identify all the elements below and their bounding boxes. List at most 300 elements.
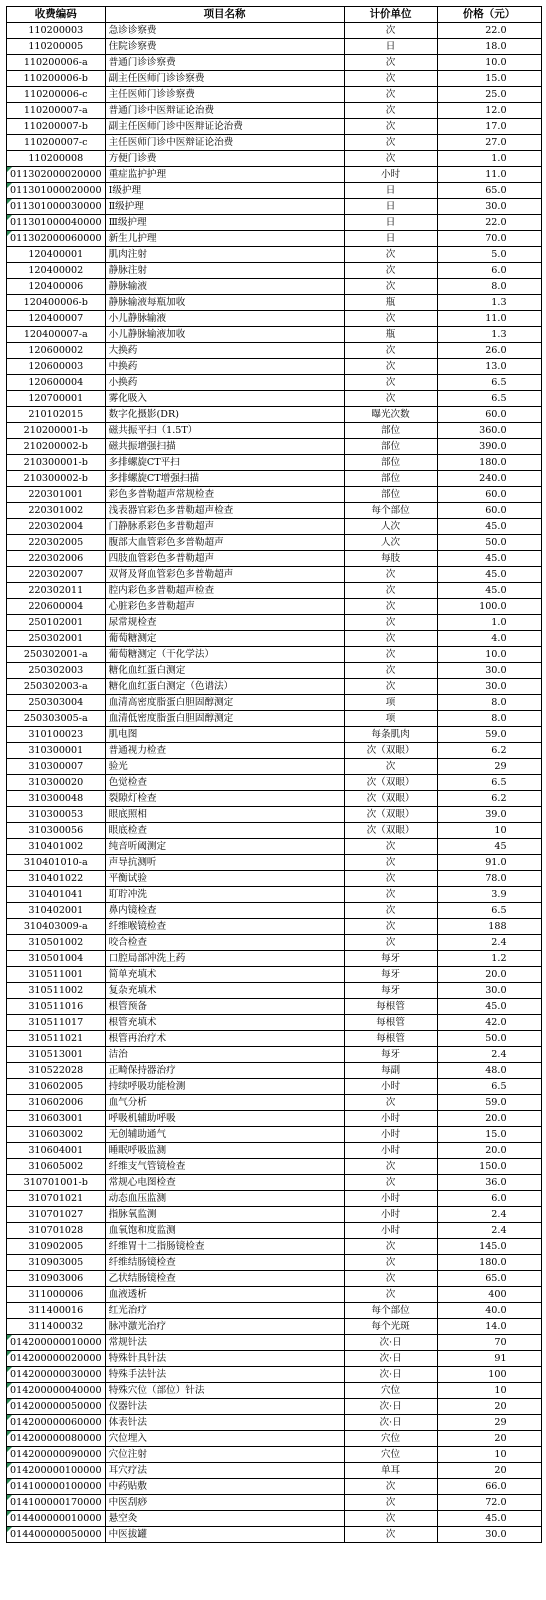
fee-code-cell: 014200000020000 — [7, 1351, 106, 1367]
item-name-cell: 复杂充填术 — [105, 983, 344, 999]
table-row — [7, 535, 542, 551]
table-row — [7, 455, 542, 471]
item-name-cell: 小换药 — [105, 375, 344, 391]
price-cell: 30.0 — [437, 663, 541, 679]
price-cell: 45.0 — [437, 551, 541, 567]
unit-cell: 小时 — [344, 1223, 437, 1239]
unit-cell: 小时 — [344, 1207, 437, 1223]
table-row — [7, 631, 542, 647]
item-name-cell: 磁共振平扫（1.5T） — [105, 423, 344, 439]
table-row — [7, 423, 542, 439]
fee-code-cell: 250302003 — [7, 663, 106, 679]
item-name-cell: 纤维胃十二指肠镜检查 — [105, 1239, 344, 1255]
fee-code-cell: 120400006 — [7, 279, 106, 295]
table-row — [7, 679, 542, 695]
fee-code-cell: 310300020 — [7, 775, 106, 791]
item-name-cell: 肌电图 — [105, 727, 344, 743]
item-name-cell: 中医刮痧 — [105, 1495, 344, 1511]
table-row — [7, 1495, 542, 1511]
price-cell: 180.0 — [437, 455, 541, 471]
unit-cell: 次 — [344, 871, 437, 887]
table-row — [7, 151, 542, 167]
item-name-cell: 正畸保持器治疗 — [105, 1063, 344, 1079]
unit-cell: 穴位 — [344, 1431, 437, 1447]
table-row — [7, 583, 542, 599]
fee-code-cell: 120400007-a — [7, 327, 106, 343]
item-name-cell: 指脉氧监测 — [105, 1207, 344, 1223]
fee-code-cell: 250102001 — [7, 615, 106, 631]
table-row — [7, 87, 542, 103]
table-row — [7, 1175, 542, 1191]
item-name-cell: 尿常规检查 — [105, 615, 344, 631]
unit-cell: 日 — [344, 231, 437, 247]
unit-cell: 次 — [344, 87, 437, 103]
price-cell: 180.0 — [437, 1255, 541, 1271]
table-row — [7, 855, 542, 871]
unit-cell: 小时 — [344, 1079, 437, 1095]
item-name-cell: 血清低密度脂蛋白胆固醇测定 — [105, 711, 344, 727]
price-cell: 11.0 — [437, 167, 541, 183]
fee-code-cell: 310522028 — [7, 1063, 106, 1079]
fee-code-cell: 310701027 — [7, 1207, 106, 1223]
price-cell: 60.0 — [437, 503, 541, 519]
item-name-cell: 普通视力检查 — [105, 743, 344, 759]
fee-code-cell: 310701021 — [7, 1191, 106, 1207]
table-row — [7, 183, 542, 199]
unit-cell: 穴位 — [344, 1447, 437, 1463]
fee-code-cell: 250302003-a — [7, 679, 106, 695]
unit-cell: 次（双眼） — [344, 807, 437, 823]
unit-cell: 次·日 — [344, 1415, 437, 1431]
price-cell: 66.0 — [437, 1479, 541, 1495]
price-cell: 50.0 — [437, 535, 541, 551]
unit-cell: 次 — [344, 263, 437, 279]
unit-cell: 次（双眼） — [344, 743, 437, 759]
price-cell: 27.0 — [437, 135, 541, 151]
fee-code-cell: 011302000020000 — [7, 167, 106, 183]
item-name-cell: 根管再治疗术 — [105, 1031, 344, 1047]
unit-cell: 项 — [344, 711, 437, 727]
price-cell: 400 — [437, 1287, 541, 1303]
unit-cell: 次 — [344, 1175, 437, 1191]
item-name-cell: 急诊诊察费 — [105, 23, 344, 39]
price-cell: 11.0 — [437, 311, 541, 327]
fee-code-cell: 210300002-b — [7, 471, 106, 487]
item-name-cell: 特殊针具针法 — [105, 1351, 344, 1367]
price-cell: 30.0 — [437, 199, 541, 215]
price-cell: 100.0 — [437, 599, 541, 615]
item-name-cell: 持续呼吸功能检测 — [105, 1079, 344, 1095]
item-name-cell: 肌肉注射 — [105, 247, 344, 263]
price-cell: 20.0 — [437, 1111, 541, 1127]
item-name-cell: 眼底照相 — [105, 807, 344, 823]
price-cell: 390.0 — [437, 439, 541, 455]
unit-cell: 次 — [344, 1255, 437, 1271]
item-name-cell: 仪器针法 — [105, 1399, 344, 1415]
unit-cell: 次 — [344, 599, 437, 615]
unit-cell: 瓶 — [344, 295, 437, 311]
table-row — [7, 999, 542, 1015]
table-row — [7, 775, 542, 791]
unit-cell: 次 — [344, 567, 437, 583]
item-name-cell: Ⅰ级护理 — [105, 183, 344, 199]
table-row — [7, 743, 542, 759]
price-cell: 100 — [437, 1367, 541, 1383]
item-name-cell: 动态血压监测 — [105, 1191, 344, 1207]
price-cell: 8.0 — [437, 711, 541, 727]
price-cell: 72.0 — [437, 1495, 541, 1511]
fee-code-cell: 014200000060000 — [7, 1415, 106, 1431]
unit-cell: 每牙 — [344, 1047, 437, 1063]
fee-code-cell: 110200007-c — [7, 135, 106, 151]
item-name-cell: Ⅱ级护理 — [105, 199, 344, 215]
item-name-cell: 磁共振增强扫描 — [105, 439, 344, 455]
fee-code-cell: 310501002 — [7, 935, 106, 951]
price-cell: 6.5 — [437, 903, 541, 919]
price-cell: 10 — [437, 1447, 541, 1463]
unit-cell: 次 — [344, 1511, 437, 1527]
table-row — [7, 519, 542, 535]
price-cell: 50.0 — [437, 1031, 541, 1047]
fee-code-cell: 220302006 — [7, 551, 106, 567]
price-cell: 22.0 — [437, 215, 541, 231]
unit-cell: 次·日 — [344, 1367, 437, 1383]
table-row — [7, 1223, 542, 1239]
fee-code-cell: 110200005 — [7, 39, 106, 55]
fee-code-cell: 310511002 — [7, 983, 106, 999]
item-name-cell: 血液透析 — [105, 1287, 344, 1303]
fee-code-cell: 210300001-b — [7, 455, 106, 471]
table-row — [7, 1335, 542, 1351]
fee-code-cell: 120400001 — [7, 247, 106, 263]
unit-cell: 次 — [344, 119, 437, 135]
unit-cell: 每个光斑 — [344, 1319, 437, 1335]
table-row — [7, 1463, 542, 1479]
table-row — [7, 503, 542, 519]
fee-code-cell: 220301002 — [7, 503, 106, 519]
item-name-cell: 常规针法 — [105, 1335, 344, 1351]
fee-code-cell: 220600004 — [7, 599, 106, 615]
table-row — [7, 1319, 542, 1335]
price-cell: 2.4 — [437, 1047, 541, 1063]
table-row — [7, 647, 542, 663]
item-name-cell: 根管充填术 — [105, 1015, 344, 1031]
unit-cell: 次 — [344, 1527, 437, 1543]
unit-cell: 每根管 — [344, 999, 437, 1015]
fee-code-cell: 220302007 — [7, 567, 106, 583]
table-row — [7, 247, 542, 263]
fee-code-cell: 014400000010000 — [7, 1511, 106, 1527]
header-name: 项目名称 — [105, 7, 344, 23]
fee-code-cell: 310402001 — [7, 903, 106, 919]
unit-cell: 每个部位 — [344, 1303, 437, 1319]
fee-code-cell: 011302000060000 — [7, 231, 106, 247]
unit-cell: 日 — [344, 183, 437, 199]
item-name-cell: 血气分析 — [105, 1095, 344, 1111]
unit-cell: 次 — [344, 631, 437, 647]
unit-cell: 次 — [344, 887, 437, 903]
price-cell: 2.4 — [437, 935, 541, 951]
fee-code-cell: 210102015 — [7, 407, 106, 423]
item-name-cell: 穴位埋入 — [105, 1431, 344, 1447]
fee-code-cell: 110200003 — [7, 23, 106, 39]
price-cell: 10.0 — [437, 55, 541, 71]
table-row — [7, 391, 542, 407]
table-row — [7, 1367, 542, 1383]
fee-code-cell: 310501004 — [7, 951, 106, 967]
price-cell: 26.0 — [437, 343, 541, 359]
price-cell: 91 — [437, 1351, 541, 1367]
item-name-cell: 主任医师门诊中医辩证论治费 — [105, 135, 344, 151]
item-name-cell: 静脉注射 — [105, 263, 344, 279]
table-row — [7, 711, 542, 727]
price-cell: 6.0 — [437, 263, 541, 279]
price-cell: 240.0 — [437, 471, 541, 487]
fee-code-cell: 310603001 — [7, 1111, 106, 1127]
unit-cell: 次·日 — [344, 1351, 437, 1367]
unit-cell: 次（双眼） — [344, 775, 437, 791]
price-cell: 20 — [437, 1431, 541, 1447]
price-cell: 10.0 — [437, 647, 541, 663]
price-cell: 25.0 — [437, 87, 541, 103]
unit-cell: 次 — [344, 311, 437, 327]
fee-code-cell: 110200006-a — [7, 55, 106, 71]
unit-cell: 次 — [344, 151, 437, 167]
price-cell: 150.0 — [437, 1159, 541, 1175]
fee-code-cell: 120600003 — [7, 359, 106, 375]
item-name-cell: 特殊手法针法 — [105, 1367, 344, 1383]
unit-cell: 次（双眼） — [344, 823, 437, 839]
table-row — [7, 487, 542, 503]
unit-cell: 人次 — [344, 519, 437, 535]
unit-cell: 次 — [344, 23, 437, 39]
fee-code-cell: 310100023 — [7, 727, 106, 743]
fee-code-cell: 310403009-a — [7, 919, 106, 935]
price-cell: 4.0 — [437, 631, 541, 647]
price-cell: 78.0 — [437, 871, 541, 887]
unit-cell: 次 — [344, 247, 437, 263]
fee-code-cell: 310701001-b — [7, 1175, 106, 1191]
price-cell: 20 — [437, 1399, 541, 1415]
table-row — [7, 135, 542, 151]
table-row — [7, 615, 542, 631]
table-row — [7, 1095, 542, 1111]
item-name-cell: 主任医师门诊诊察费 — [105, 87, 344, 103]
table-row — [7, 823, 542, 839]
item-name-cell: 小儿静脉输液 — [105, 311, 344, 327]
item-name-cell: 声导抗测听 — [105, 855, 344, 871]
price-cell: 1.2 — [437, 951, 541, 967]
price-cell: 8.0 — [437, 695, 541, 711]
fee-code-cell: 014400000050000 — [7, 1527, 106, 1543]
fee-code-cell: 310401002 — [7, 839, 106, 855]
item-name-cell: 纤维结肠镜检查 — [105, 1255, 344, 1271]
fee-code-cell: 110200007-b — [7, 119, 106, 135]
fee-code-cell: 250302001 — [7, 631, 106, 647]
price-cell: 6.5 — [437, 775, 541, 791]
table-row — [7, 1063, 542, 1079]
item-name-cell: 体表针法 — [105, 1415, 344, 1431]
unit-cell: 次 — [344, 1479, 437, 1495]
price-cell: 30.0 — [437, 679, 541, 695]
unit-cell: 小时 — [344, 167, 437, 183]
table-body — [7, 23, 542, 1543]
unit-cell: 每肢 — [344, 551, 437, 567]
unit-cell: 次 — [344, 103, 437, 119]
item-name-cell: 中医拔罐 — [105, 1527, 344, 1543]
table-row — [7, 871, 542, 887]
table-row — [7, 295, 542, 311]
item-name-cell: 副主任医师门诊诊察费 — [105, 71, 344, 87]
price-cell: 20.0 — [437, 967, 541, 983]
table-row — [7, 1255, 542, 1271]
unit-cell: 次 — [344, 919, 437, 935]
unit-cell: 次 — [344, 679, 437, 695]
table-row — [7, 1079, 542, 1095]
table-row — [7, 983, 542, 999]
item-name-cell: 糖化血红蛋白测定 — [105, 663, 344, 679]
price-cell: 18.0 — [437, 39, 541, 55]
unit-cell: 日 — [344, 199, 437, 215]
fee-code-cell: 210200001-b — [7, 423, 106, 439]
item-name-cell: 多排螺旋CT增强扫描 — [105, 471, 344, 487]
price-cell: 65.0 — [437, 1271, 541, 1287]
table-row — [7, 1303, 542, 1319]
table-row — [7, 1031, 542, 1047]
fee-code-cell: 120600002 — [7, 343, 106, 359]
table-row — [7, 1111, 542, 1127]
unit-cell: 次 — [344, 855, 437, 871]
table-row — [7, 1047, 542, 1063]
table-row — [7, 887, 542, 903]
unit-cell: 瓶 — [344, 327, 437, 343]
item-name-cell: 门静脉系彩色多普勒超声 — [105, 519, 344, 535]
item-name-cell: 洁治 — [105, 1047, 344, 1063]
table-row — [7, 919, 542, 935]
fee-code-cell: 011301000020000 — [7, 183, 106, 199]
price-cell: 6.2 — [437, 791, 541, 807]
item-name-cell: 普通门诊中医辩证论治费 — [105, 103, 344, 119]
fee-code-cell: 310401010-a — [7, 855, 106, 871]
price-cell: 20 — [437, 1463, 541, 1479]
item-name-cell: 心脏彩色多普勒超声 — [105, 599, 344, 615]
table-row — [7, 215, 542, 231]
table-row — [7, 199, 542, 215]
table-row — [7, 1191, 542, 1207]
fee-code-cell: 310300007 — [7, 759, 106, 775]
unit-cell: 次 — [344, 1159, 437, 1175]
item-name-cell: 色觉检查 — [105, 775, 344, 791]
price-cell: 70 — [437, 1335, 541, 1351]
price-cell: 15.0 — [437, 71, 541, 87]
unit-cell: 小时 — [344, 1143, 437, 1159]
price-cell: 30.0 — [437, 1527, 541, 1543]
item-name-cell: 腔内彩色多普勒超声检查 — [105, 583, 344, 599]
price-cell: 1.0 — [437, 615, 541, 631]
table-row — [7, 167, 542, 183]
fee-code-cell: 220302011 — [7, 583, 106, 599]
unit-cell: 次（双眼） — [344, 791, 437, 807]
table-row — [7, 327, 542, 343]
item-name-cell: 脉冲激光治疗 — [105, 1319, 344, 1335]
fee-code-cell: 120400007 — [7, 311, 106, 327]
table-row — [7, 1239, 542, 1255]
item-name-cell: 平衡试验 — [105, 871, 344, 887]
fee-code-cell: 310701028 — [7, 1223, 106, 1239]
fee-code-cell: 250303005-a — [7, 711, 106, 727]
unit-cell: 每牙 — [344, 951, 437, 967]
table-row — [7, 839, 542, 855]
price-cell: 39.0 — [437, 807, 541, 823]
unit-cell: 次 — [344, 615, 437, 631]
item-name-cell: 呼吸机辅助呼吸 — [105, 1111, 344, 1127]
unit-cell: 次 — [344, 839, 437, 855]
item-name-cell: 葡萄糖测定（干化学法） — [105, 647, 344, 663]
fee-code-cell: 110200006-b — [7, 71, 106, 87]
table-row — [7, 407, 542, 423]
fee-code-cell: 311400032 — [7, 1319, 106, 1335]
fee-code-cell: 014100000170000 — [7, 1495, 106, 1511]
price-cell: 45.0 — [437, 1511, 541, 1527]
price-cell: 45 — [437, 839, 541, 855]
fee-code-cell: 014200000080000 — [7, 1431, 106, 1447]
price-cell: 1.3 — [437, 295, 541, 311]
price-cell: 91.0 — [437, 855, 541, 871]
item-name-cell: 小儿静脉输液加收 — [105, 327, 344, 343]
price-cell: 22.0 — [437, 23, 541, 39]
unit-cell: 部位 — [344, 455, 437, 471]
item-name-cell: 重症监护护理 — [105, 167, 344, 183]
fee-code-cell: 311000006 — [7, 1287, 106, 1303]
fee-code-cell: 220302005 — [7, 535, 106, 551]
fee-code-cell: 210200002-b — [7, 439, 106, 455]
unit-cell: 次 — [344, 903, 437, 919]
unit-cell: 次 — [344, 759, 437, 775]
unit-cell: 每个部位 — [344, 503, 437, 519]
item-name-cell: 根管预备 — [105, 999, 344, 1015]
item-name-cell: 血清高密度脂蛋白胆固醇测定 — [105, 695, 344, 711]
fee-code-cell: 250302001-a — [7, 647, 106, 663]
item-name-cell: 眼底检查 — [105, 823, 344, 839]
fee-code-cell: 014200000100000 — [7, 1463, 106, 1479]
fee-code-cell: 310300053 — [7, 807, 106, 823]
price-cell: 29 — [437, 1415, 541, 1431]
header-row — [7, 7, 542, 23]
fee-code-cell: 310511017 — [7, 1015, 106, 1031]
unit-cell: 次 — [344, 647, 437, 663]
unit-cell: 次 — [344, 71, 437, 87]
table-row — [7, 1479, 542, 1495]
price-cell: 45.0 — [437, 567, 541, 583]
price-cell: 12.0 — [437, 103, 541, 119]
unit-cell: 次 — [344, 1095, 437, 1111]
unit-cell: 小时 — [344, 1111, 437, 1127]
fee-code-cell: 120400002 — [7, 263, 106, 279]
table-row — [7, 1207, 542, 1223]
header-code: 收费编码 — [7, 7, 106, 23]
price-cell: 70.0 — [437, 231, 541, 247]
price-cell: 2.4 — [437, 1223, 541, 1239]
table-row — [7, 231, 542, 247]
table-row — [7, 471, 542, 487]
price-cell: 60.0 — [437, 407, 541, 423]
item-name-cell: 简单充填术 — [105, 967, 344, 983]
item-name-cell: 乙状结肠镜检查 — [105, 1271, 344, 1287]
price-cell: 59.0 — [437, 727, 541, 743]
item-name-cell: 中换药 — [105, 359, 344, 375]
fee-code-cell: 014200000050000 — [7, 1399, 106, 1415]
table-row — [7, 439, 542, 455]
